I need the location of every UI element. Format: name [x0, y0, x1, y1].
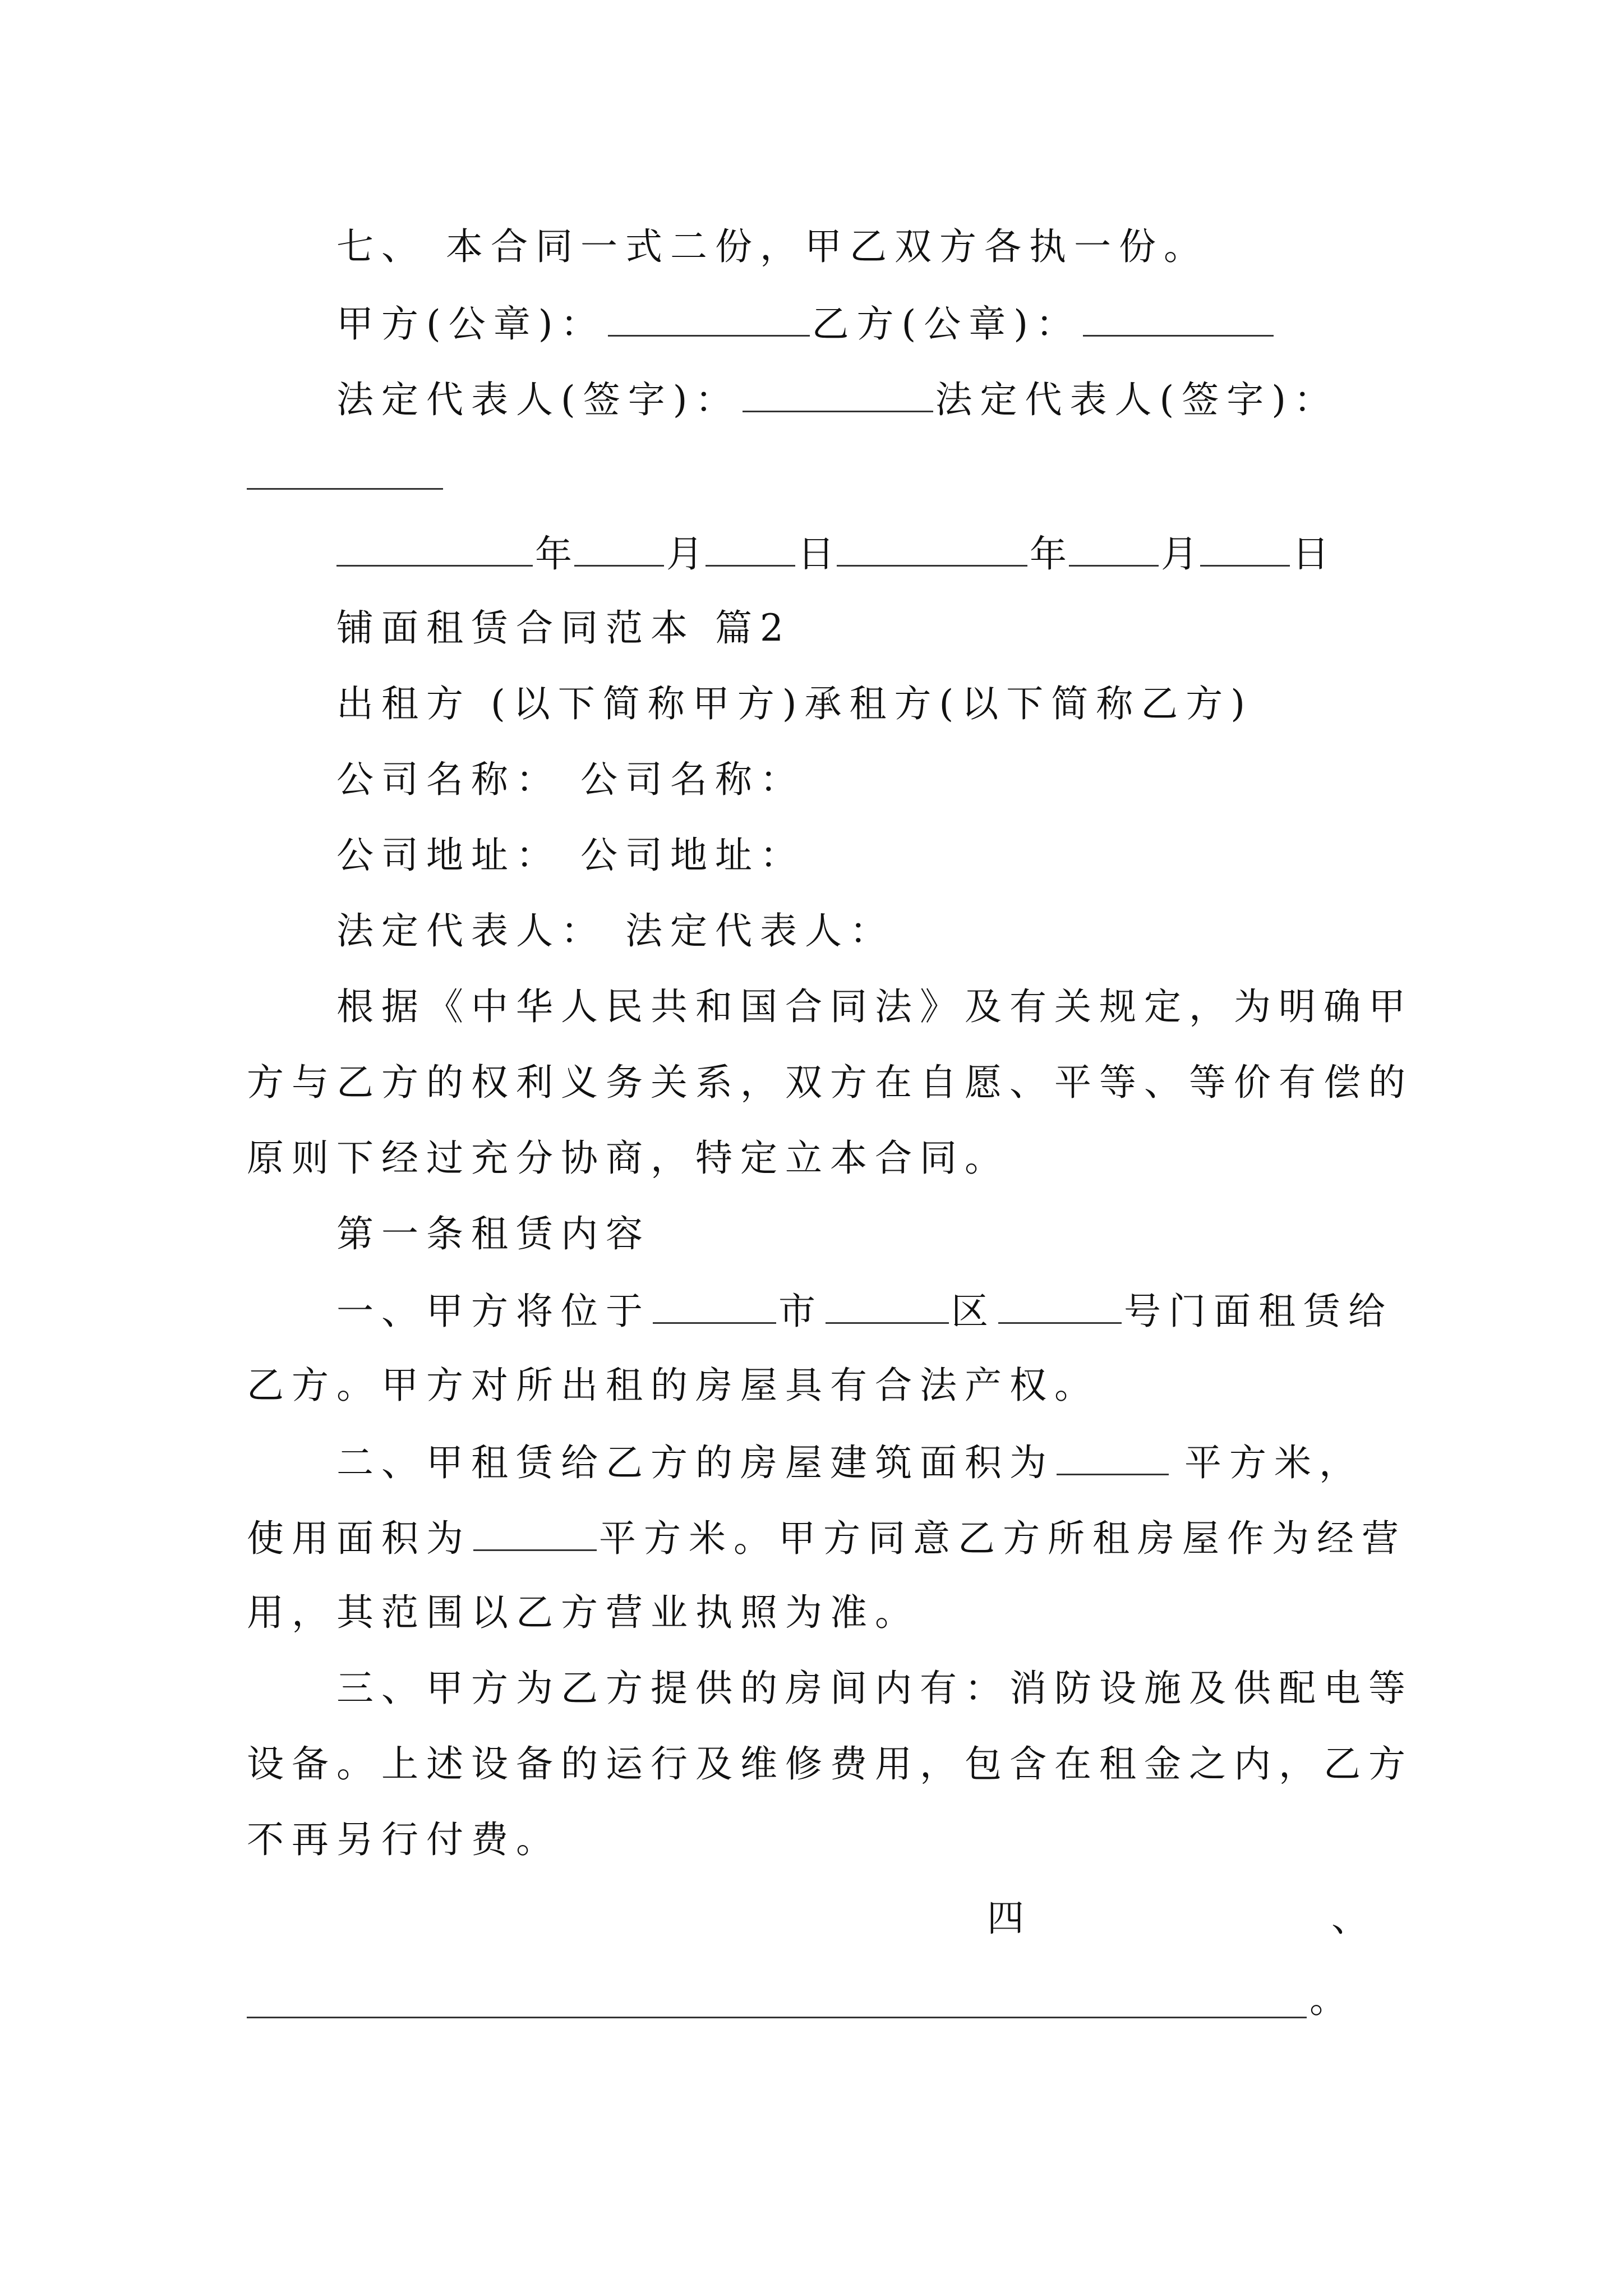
- building-area-unit: 平方米，: [1184, 1441, 1364, 1484]
- item-four-period: 。: [1310, 1978, 1354, 2021]
- party-b-rep-sign-blank: [247, 488, 443, 490]
- date-line: [336, 530, 1391, 575]
- date-a-year-label: 年: [535, 532, 572, 576]
- party-b-rep-sign-label: 法定代表人(签字)：: [935, 378, 1339, 421]
- city-label: 市: [778, 1290, 823, 1333]
- building-area-blank: [1057, 1439, 1169, 1475]
- date-b-month-label: 月: [1161, 532, 1198, 576]
- party-b-seal-blank: [1083, 300, 1274, 337]
- clause-seven: [336, 224, 1391, 269]
- section-heading-text: 铺面租赁合同范本 篇2: [336, 606, 791, 650]
- item-two-line-1: [336, 1439, 1391, 1484]
- legal-rep-line: [336, 909, 1391, 954]
- item-four-line-2: [1310, 1977, 1366, 2022]
- usable-area-blank: [473, 1515, 597, 1551]
- date-a-day-label: 日: [797, 532, 834, 576]
- article-one-heading: [336, 1212, 1391, 1257]
- item-four-blank: [247, 2017, 1307, 2018]
- usable-area-prefix: 使用面积为: [247, 1517, 471, 1560]
- parties-text: 出租方 (以下简称甲方)承租方(以下简称乙方): [336, 682, 1253, 725]
- party-a-seal-blank: [608, 300, 810, 337]
- item-three-text-1: 三、甲方为乙方提供的房间内有：消防设施及供配电等: [336, 1667, 1413, 1710]
- item-one-prefix: 一、甲方将位于: [336, 1290, 651, 1333]
- section-heading: [336, 606, 1391, 651]
- preamble-text-2: 方与乙方的权利义务关系，双方在自愿、平等、等价有偿的: [247, 1061, 1413, 1104]
- company-address-text: 公司地址： 公司地址：: [336, 834, 805, 877]
- company-address-line: [336, 833, 1391, 878]
- date-a-day-blank: [706, 530, 795, 567]
- date-b-year-label: 年: [1030, 532, 1067, 576]
- legal-rep-text: 法定代表人： 法定代表人：: [336, 909, 895, 953]
- preamble-text-1: 根据《中华人民共和国合同法》及有关规定，为明确甲: [336, 985, 1413, 1028]
- party-b-seal-label: 乙方(公章)：: [811, 302, 1081, 346]
- item-two-line-2: [247, 1515, 1407, 1560]
- date-a-month-blank: [574, 530, 664, 567]
- item-three-text-3: 不再另行付费。: [247, 1818, 561, 1861]
- company-name-text: 公司名称： 公司名称：: [336, 758, 805, 801]
- usable-area-suffix: 平方米。甲方同意乙方所租房屋作为经营: [599, 1517, 1407, 1560]
- article-one-heading-text: 第一条租赁内容: [336, 1212, 651, 1255]
- item-three-line-3: [247, 1818, 1391, 1862]
- company-name-line: [336, 757, 1391, 802]
- item-two-text-3: 用，其范围以乙方营业执照为准。: [247, 1591, 920, 1634]
- party-a-rep-sign-label: 法定代表人(签字)：: [336, 378, 740, 421]
- item-four-number: 四: [987, 1897, 1024, 1940]
- party-a-seal-label: 甲方(公章)：: [336, 302, 606, 346]
- item-one-line-2: [247, 1363, 1391, 1408]
- item-four-line-1: [987, 1896, 1368, 1941]
- preamble-line-1: [336, 984, 1413, 1029]
- date-b-month-blank: [1069, 530, 1159, 567]
- date-b-year-blank: [837, 530, 1027, 567]
- item-one-text-2: 乙方。甲方对所出租的房屋具有合法产权。: [247, 1364, 1099, 1407]
- item-three-text-2: 设备。上述设备的运行及维修费用，包含在租金之内，乙方: [247, 1742, 1413, 1786]
- item-one-suffix: 号门面租赁给: [1124, 1290, 1393, 1333]
- item-three-line-2: [247, 1742, 1413, 1787]
- item-one-line-1: [336, 1287, 1391, 1332]
- district-blank: [826, 1287, 949, 1324]
- date-b-day-label: 日: [1292, 532, 1329, 576]
- city-blank: [653, 1287, 776, 1324]
- preamble-line-3: [247, 1136, 1391, 1181]
- date-a-year-blank: [336, 530, 533, 567]
- date-b-day-blank: [1200, 530, 1290, 567]
- district-label: 区: [951, 1290, 996, 1333]
- preamble-line-2: [247, 1060, 1413, 1105]
- parties-line: [336, 682, 1391, 726]
- preamble-text-3: 原则下经过充分协商，特定立本合同。: [247, 1137, 1009, 1180]
- legal-rep-sign-line: [336, 376, 1391, 421]
- item-three-line-1: [336, 1666, 1413, 1711]
- number-blank: [998, 1287, 1122, 1324]
- party-a-rep-sign-blank: [743, 376, 933, 412]
- party-a-seal-line: [336, 300, 1391, 345]
- item-four-comma: 、: [1331, 1897, 1368, 1940]
- clause-seven-text: 七、 本合同一式二份，甲乙双方各执一份。: [336, 225, 1209, 268]
- item-two-line-3: [247, 1590, 1391, 1635]
- item-two-prefix: 二、甲租赁给乙方的房屋建筑面积为: [336, 1441, 1054, 1484]
- date-a-month-label: 月: [666, 532, 703, 576]
